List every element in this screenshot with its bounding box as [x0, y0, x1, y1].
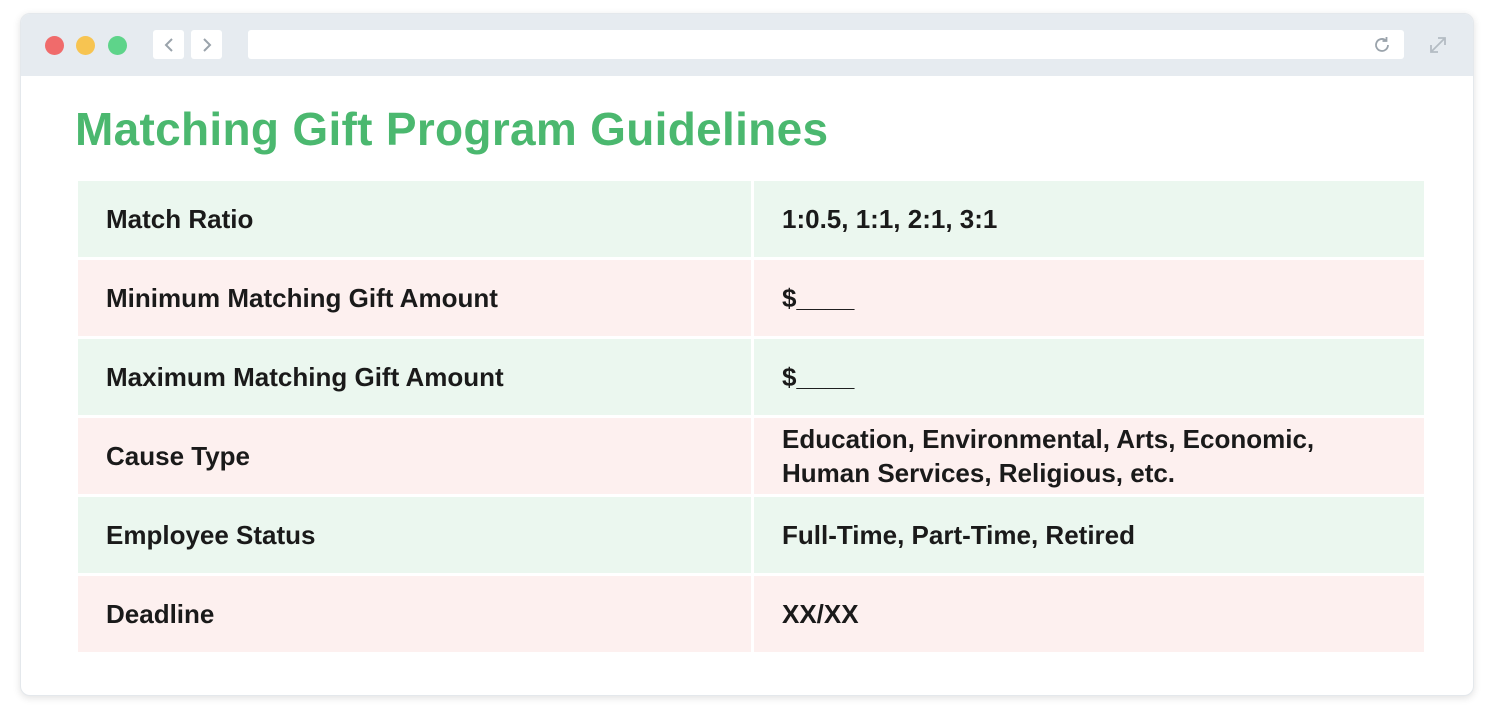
chevron-right-icon [202, 37, 212, 53]
guideline-label: Minimum Matching Gift Amount [78, 260, 751, 336]
guideline-label: Employee Status [78, 497, 751, 573]
close-window-button[interactable] [45, 36, 64, 55]
address-bar[interactable] [248, 30, 1404, 59]
reload-icon[interactable] [1372, 35, 1392, 55]
table-row [78, 418, 1424, 494]
table-row [78, 497, 1424, 573]
guideline-value: XX/XX [754, 576, 1424, 652]
maximize-window-button[interactable] [108, 36, 127, 55]
guidelines-table [75, 178, 1427, 655]
guideline-label: Cause Type [78, 418, 751, 494]
forward-button[interactable] [191, 30, 222, 59]
guideline-value: Full-Time, Part-Time, Retired [754, 497, 1424, 573]
chevron-left-icon [164, 37, 174, 53]
table-row [78, 339, 1424, 415]
table-row [78, 260, 1424, 336]
guideline-label: Deadline [78, 576, 751, 652]
table-row [78, 576, 1424, 652]
guideline-value: $____ [754, 260, 1424, 336]
guideline-label: Match Ratio [78, 181, 751, 257]
minimize-window-button[interactable] [76, 36, 95, 55]
browser-window [20, 13, 1474, 696]
expand-icon[interactable] [1427, 34, 1449, 56]
guideline-value: $____ [754, 339, 1424, 415]
guideline-value: 1:0.5, 1:1, 2:1, 3:1 [754, 181, 1424, 257]
page-title: Matching Gift Program Guidelines [75, 103, 829, 155]
table-row [78, 181, 1424, 257]
guideline-label: Maximum Matching Gift Amount [78, 339, 751, 415]
guideline-value: Education, Environmental, Arts, Economic, Human Services, Religious, etc. [754, 418, 1424, 494]
back-button[interactable] [153, 30, 184, 59]
browser-titlebar [21, 14, 1473, 76]
